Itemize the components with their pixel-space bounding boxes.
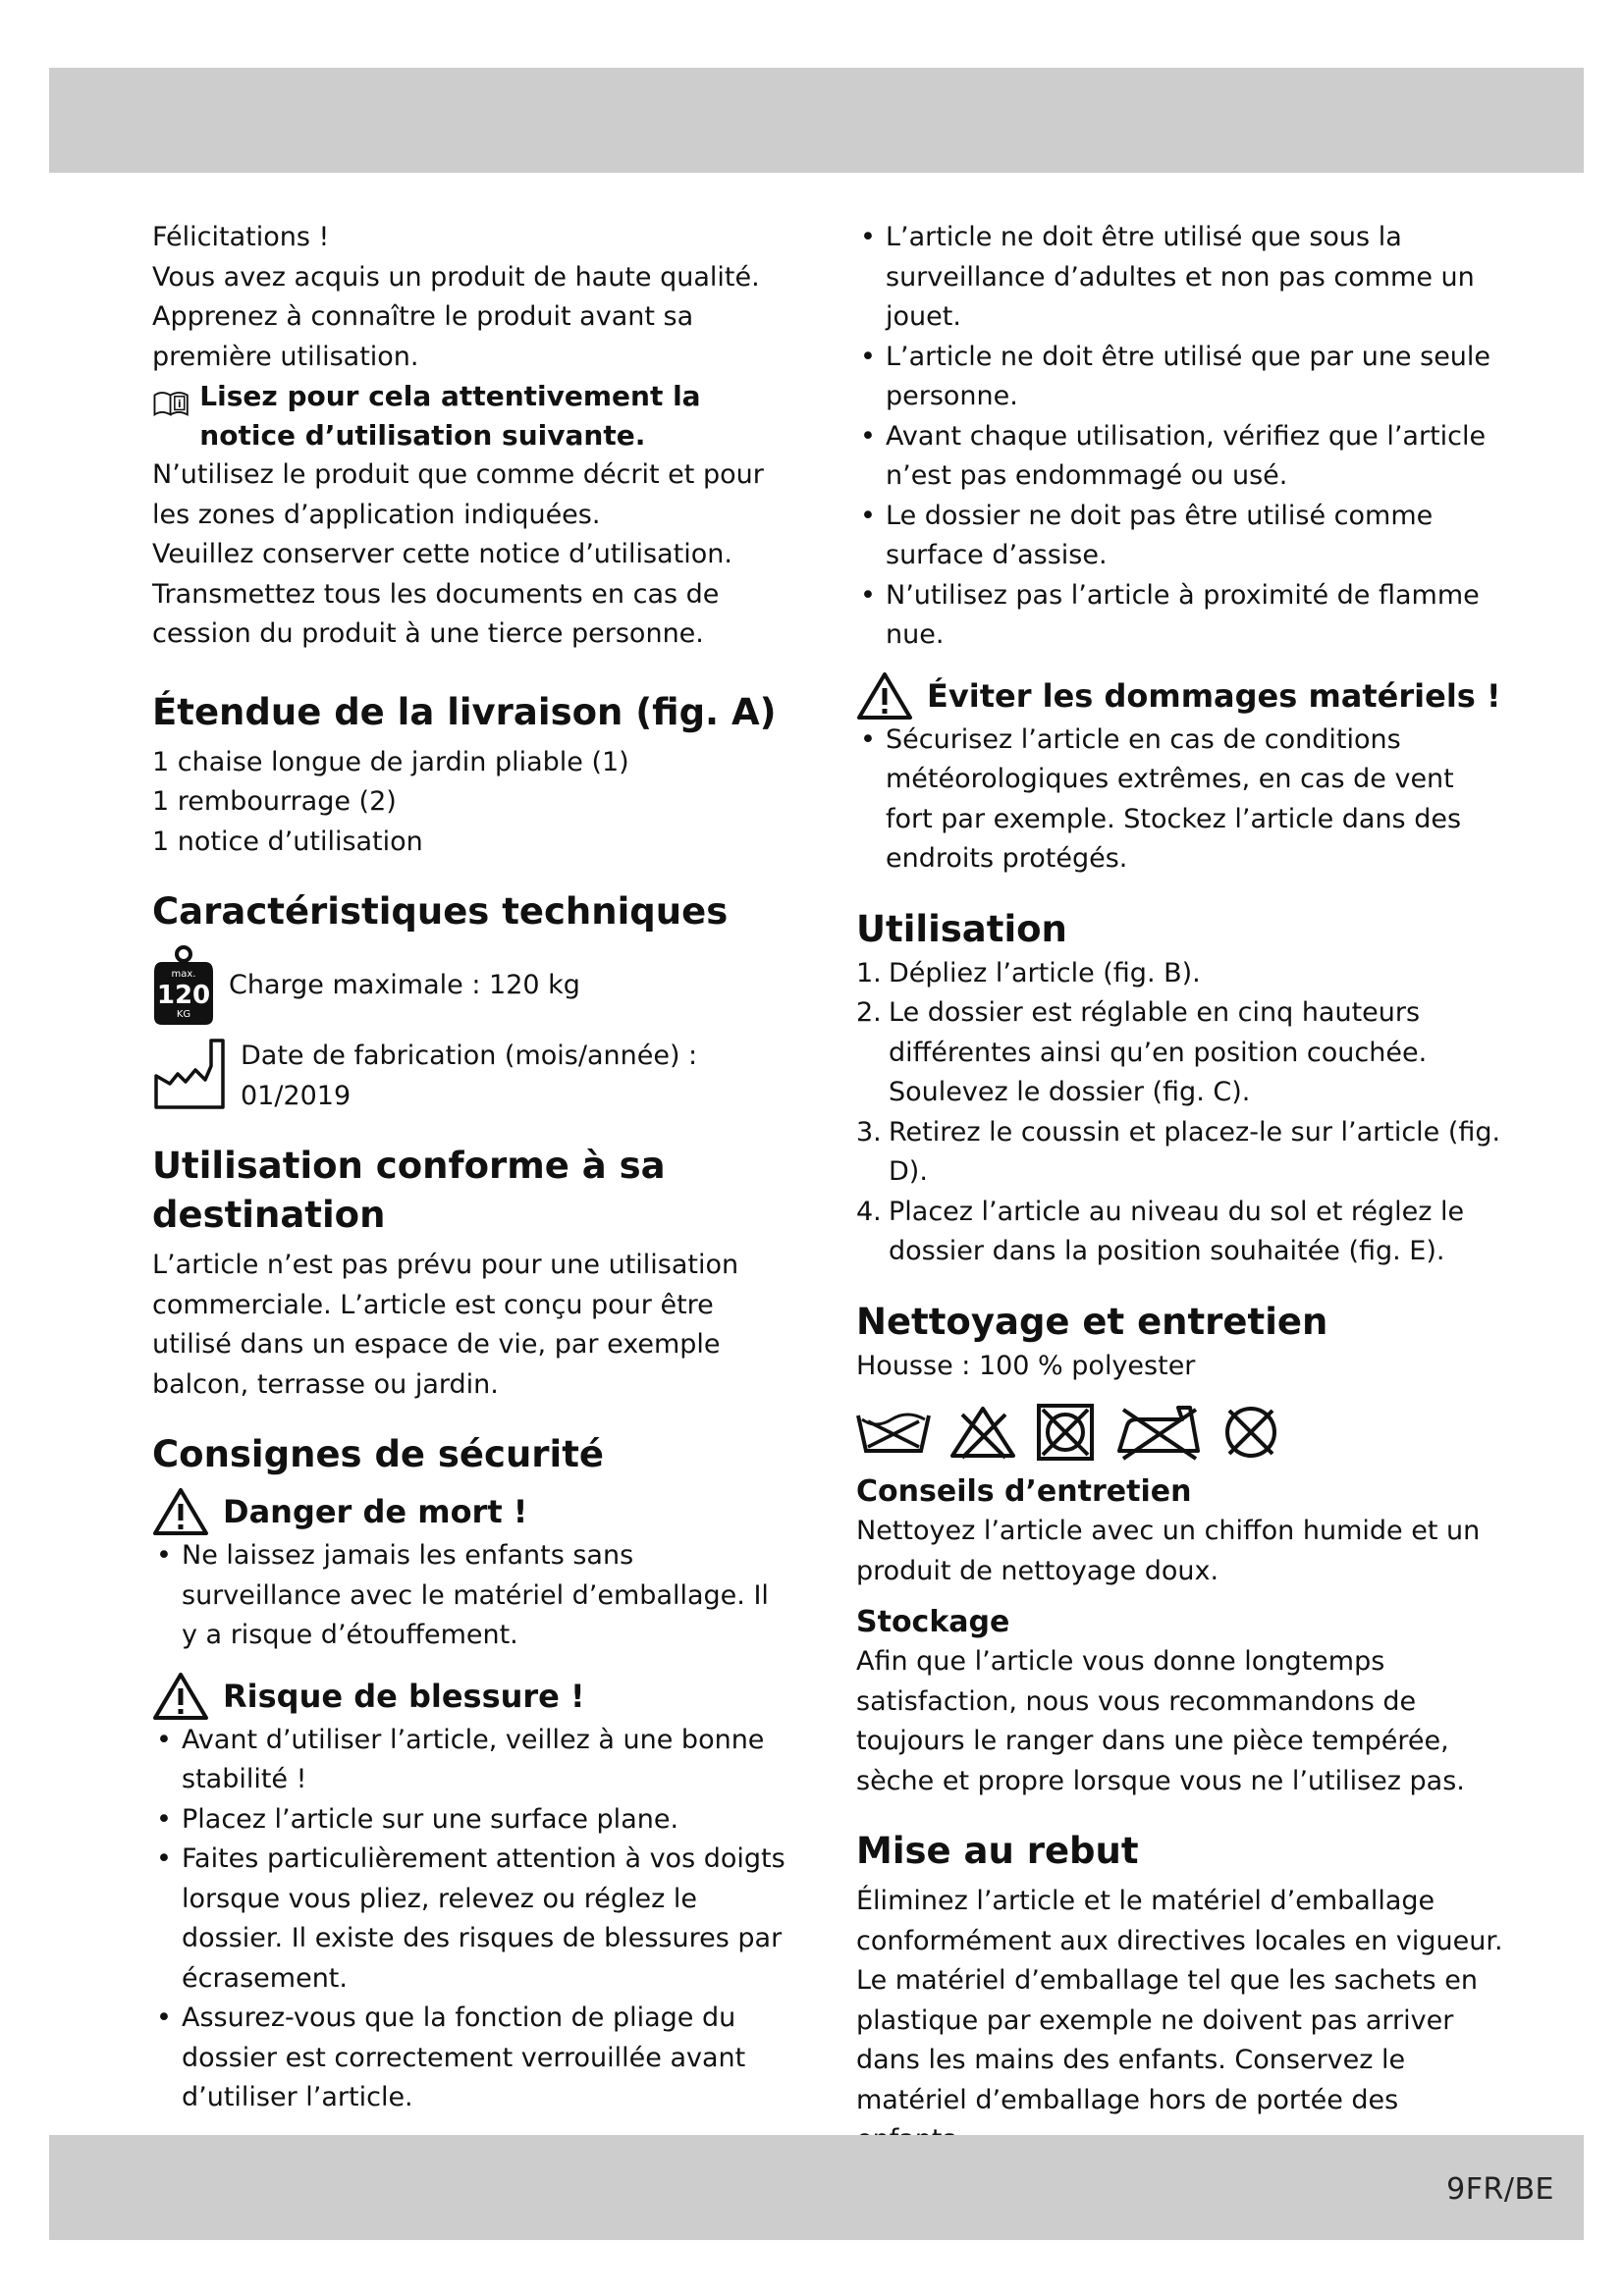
step-item — [856, 1113, 1504, 1193]
list-item: • Ne laissez jamais les enfants sans surveillance avec le matériel d’emballage. Il y a risque d’étouffement. — [152, 1536, 790, 1656]
left-column — [152, 218, 790, 2118]
warning-icon — [152, 1672, 209, 1721]
list-item: • Faites particulièrement attention à vos doigts lorsque vous pliez, relevez ou réglez le dossier. Il existe des risques de blessures par écrasement. — [152, 1840, 790, 1999]
storage-text: Afin que l’article vous donne longtemps satisfaction, nous vous recommandons de toujours le ranger dans une pièce tempérée, sèche et propre lorsque vous ne l’utilisez pas. — [856, 1646, 1465, 1796]
manufacture-date-text: Date de fabrication (mois/année) : 01/2019 — [241, 1041, 698, 1111]
list-item: • L’article ne doit être utilisé que par une seule personne. — [856, 338, 1504, 417]
weight-icon — [152, 944, 215, 1027]
header-bar — [49, 68, 1584, 173]
max-load-text: Charge maximale : 120 kg — [229, 969, 580, 1000]
delivery-title: Étendue de la livraison (fig. A) — [152, 690, 777, 733]
step-text: Retirez le coussin et placez-le sur l’article (fig. D). — [889, 1116, 1501, 1187]
weight-icon-value: 120 — [156, 981, 211, 1010]
step-item — [856, 954, 1504, 994]
injury-title: Risque de blessure ! — [223, 1677, 585, 1715]
no-iron-icon — [1113, 1402, 1204, 1463]
weight-icon-top: max. — [171, 969, 196, 980]
warning-icon — [152, 1487, 209, 1536]
read-manual-icon — [152, 377, 189, 428]
step-number: 1. — [856, 957, 882, 988]
manufacture-date-row — [152, 1037, 790, 1116]
list-item: • Sécurisez l’article en cas de conditions météorologiques extrêmes, en cas de vent fort par exemple. Stockez l’article dans des endroits protégés. — [856, 721, 1504, 880]
list-item: • Placez l’article sur une surface plane. — [152, 1800, 790, 1841]
svg-text:i: i — [177, 398, 182, 410]
step-item — [856, 1193, 1504, 1272]
delivery-item: 1 rembourrage (2) — [152, 786, 397, 817]
intro-line: Apprenez à connaître le produit avant sa première utilisation. — [152, 301, 694, 372]
greeting: Félicitations ! — [152, 222, 330, 252]
footer-bar — [49, 2135, 1584, 2240]
step-number: 4. — [856, 1196, 882, 1227]
fabric-text: Housse : 100 % polyester — [856, 1350, 1196, 1381]
damage-list — [856, 721, 1504, 880]
delivery-item: 1 notice d’utilisation — [152, 826, 423, 857]
step-number: 3. — [856, 1116, 882, 1148]
list-item: • L’article ne doit être utilisé que sous la surveillance d’adultes et non pas comme un jouet. — [856, 218, 1504, 338]
list-item: • N’utilisez pas l’article à proximité de flamme nue. — [856, 576, 1504, 656]
intended-use-text: L’article n’est pas prévu pour une utilisation commerciale. L’article est conçu pour être utilisé dans un espace de vie, par exemple balcon, terrasse ou jardin. — [152, 1250, 739, 1400]
danger-list — [152, 1536, 790, 1656]
safety-title: Consignes de sécurité — [152, 1433, 605, 1475]
no-tumble-dry-icon — [1035, 1402, 1096, 1463]
usage-steps — [856, 954, 1504, 1272]
damage-heading — [856, 671, 1504, 721]
list-item: • Avant d’utiliser l’article, veillez à une bonne stabilité ! — [152, 1721, 790, 1800]
read-manual-notice — [152, 377, 790, 455]
delivery-item: 1 chaise longue de jardin pliable (1) — [152, 746, 629, 777]
no-bleach-icon — [948, 1405, 1017, 1460]
manufacture-icon — [152, 1037, 227, 1109]
step-text: Le dossier est réglable en cinq hauteurs différentes ainsi qu’en position couchée. Soulevez le dossier (fig. C). — [889, 997, 1428, 1107]
safety-more-list — [856, 218, 1504, 656]
intended-use-title: Utilisation conforme à sa destination — [152, 1145, 666, 1236]
list-item: • Avant chaque utilisation, vérifiez que l’article n’est pas endommagé ou usé. — [856, 417, 1504, 497]
danger-title: Danger de mort ! — [223, 1493, 528, 1530]
injury-list — [152, 1721, 790, 2118]
page-number: 9FR/BE — [1446, 2172, 1554, 2207]
step-text: Dépliez l’article (fig. B). — [889, 957, 1201, 988]
read-manual-text: Lisez pour cela attentivement la notice d’utilisation suivante. — [199, 380, 701, 452]
list-item: • Le dossier ne doit pas être utilisé comme surface d’assise. — [856, 497, 1504, 576]
storage-title: Stockage — [856, 1605, 1010, 1639]
use-line: N’utilisez le produit que comme décrit et pour les zones d’application indiquées. — [152, 459, 764, 530]
care-symbols — [856, 1402, 1504, 1463]
usage-title: Utilisation — [856, 907, 1067, 950]
care-title: Conseils d’entretien — [856, 1474, 1192, 1509]
intro-line: Vous avez acquis un produit de haute qualité. — [152, 261, 760, 293]
list-item: • Assurez-vous que la fonction de pliage du dossier est correctement verrouillée avant d’utiliser l’article. — [152, 1999, 790, 2118]
care-text: Nettoyez l’article avec un chiffon humide et un produit de nettoyage doux. — [856, 1516, 1481, 1586]
disposal-text: Éliminez l’article et le matériel d’emballage conformément aux directives locales en vigueur. Le matériel d’emballage tel que les sachets en plastique par exemple ne doivent pas arriver dans les mains des enfants. Conservez le matériel d’emballage hors de portée des — [856, 1886, 1503, 2115]
warning-icon — [856, 671, 913, 721]
step-text: Placez l’article au niveau du sol et réglez le dossier dans la position souhaitée (fig. E). — [889, 1196, 1465, 1266]
keep-line: Veuillez conserver cette notice d’utilisation. Transmettez tous les documents en cas de cession du produit à une tierce personne. — [152, 539, 732, 649]
step-item — [856, 993, 1504, 1113]
hand-wash-30-icon — [856, 1408, 931, 1457]
injury-heading — [152, 1672, 790, 1721]
max-load-row — [152, 944, 790, 1027]
disposal-title: Mise au rebut — [856, 1830, 1139, 1872]
damage-title: Éviter les dommages matériels ! — [927, 676, 1501, 715]
danger-heading — [152, 1487, 790, 1536]
weight-icon-unit: KG — [176, 1009, 191, 1020]
step-number: 2. — [856, 997, 882, 1028]
right-column — [856, 218, 1504, 2161]
no-dry-clean-icon — [1221, 1403, 1280, 1462]
specs-title: Caractéristiques techniques — [152, 890, 729, 933]
cleaning-title: Nettoyage et entretien — [856, 1300, 1328, 1343]
